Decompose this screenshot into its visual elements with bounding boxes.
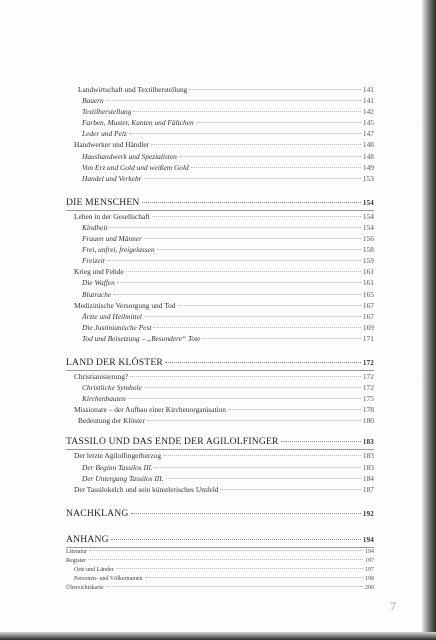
toc-entry-title: Handwerker und Händler: [74, 140, 150, 150]
toc-leader-dots: [142, 202, 361, 203]
toc-entry: [60, 139, 374, 150]
toc-entry: [60, 266, 374, 277]
toc-entry-title: DIE MENSCHEN: [66, 196, 140, 208]
toc-page-number: 197: [365, 557, 374, 564]
toc-page-number: 192: [362, 509, 374, 518]
toc-leader-dots: [131, 513, 361, 514]
toc-entry: [60, 462, 374, 473]
toc-page-number: 198: [365, 576, 374, 583]
toc-entry-title: Christianisierung?: [74, 371, 129, 381]
toc-page-number: 141: [362, 96, 374, 106]
toc-leader-dots: [165, 362, 361, 363]
toc-leader-dots: [129, 133, 361, 134]
toc-leader-dots: [144, 387, 361, 388]
toc-entry: [60, 371, 374, 382]
toc-entry: [60, 162, 374, 173]
toc-leader-dots: [117, 282, 361, 283]
toc-leader-dots: [196, 122, 361, 123]
toc-entry-title: Der Untergang Tassilos III.: [82, 473, 164, 483]
toc-entry-title: NACHKLANG: [66, 507, 129, 519]
toc-leader-dots: [163, 455, 361, 456]
toc-spacer: [60, 495, 374, 507]
toc-entry: [60, 106, 374, 117]
toc-entry: [60, 382, 374, 393]
toc-section-heading: [60, 507, 374, 521]
toc-page-number: 161: [362, 278, 374, 288]
toc-page-number: 194: [365, 548, 374, 555]
toc-entry: [60, 233, 374, 244]
toc-page-number: 154: [362, 198, 374, 207]
toc-page-number: 145: [362, 118, 374, 128]
toc-leader-dots: [106, 586, 363, 587]
toc-entry-title: LAND DER KLÖSTER: [66, 356, 164, 368]
toc-leader-dots: [144, 238, 361, 239]
toc-page-number: 148: [362, 140, 374, 150]
toc-entry-title: Register: [66, 557, 86, 564]
toc-entry-title: Christliche Symbole: [82, 383, 142, 393]
toc-page-number: 172: [362, 371, 374, 381]
toc-spacer: [60, 184, 374, 196]
toc-page-number: 169: [362, 322, 374, 332]
toc-entry-title: Frauen und Männer: [82, 234, 142, 244]
toc-entry-title: Bauern: [82, 96, 104, 106]
toc-entry: [60, 300, 374, 311]
toc-entry: [60, 95, 374, 106]
toc-entry-title: Missionare – der Aufbau einer Kirchenorganisation: [74, 405, 226, 415]
toc-entry: [60, 566, 374, 575]
toc-entry: [60, 484, 374, 495]
toc-entry-title: Bedeutung der Klöster: [78, 416, 145, 426]
toc-page-number: 165: [362, 289, 374, 299]
toc-leader-dots: [144, 316, 361, 317]
toc-entry: [60, 393, 374, 404]
toc-entry-title: Personen- und Völkernamen: [74, 576, 143, 583]
toc-entry-title: Ärzte und Heilmittel: [82, 311, 142, 321]
toc-leader-dots: [179, 156, 361, 157]
toc-page-number: 184: [362, 473, 374, 483]
table-of-contents: [60, 84, 374, 593]
toc-leader-dots: [128, 398, 361, 399]
toc-entry: [60, 255, 374, 266]
toc-entry-title: Orte und Länder: [74, 567, 114, 573]
toc-leader-dots: [228, 409, 361, 410]
toc-entry: [60, 322, 374, 333]
toc-page-number: 167: [362, 311, 374, 321]
toc-entry: [60, 575, 374, 584]
toc-entry-title: Von Erz und Gold und weißem Gold: [82, 162, 189, 172]
toc-page-number: 158: [362, 245, 374, 255]
toc-entry: [60, 404, 374, 415]
toc-entry-title: Die Justinianische Pest: [82, 322, 152, 332]
toc-leader-dots: [202, 338, 360, 339]
toc-page-number: 183: [362, 451, 374, 461]
toc-leader-dots: [107, 260, 361, 261]
toc-entry-title: TASSILO UND DAS ENDE DER AGILOLFINGER: [66, 436, 279, 448]
toc-entry: [60, 117, 374, 128]
toc-leader-dots: [178, 305, 361, 306]
toc-entry: [60, 289, 374, 300]
toc-entry-title: Kirchenbauten: [82, 394, 126, 404]
toc-leader-dots: [157, 249, 361, 250]
toc-entry: [60, 173, 374, 184]
toc-leader-dots: [166, 478, 361, 479]
page-number: 7: [390, 599, 396, 613]
toc-entry-title: Haushandwerk und Spezialisten: [82, 151, 177, 161]
toc-entry: [60, 311, 374, 322]
toc-leader-dots: [116, 568, 363, 569]
toc-page-number: 159: [362, 256, 374, 266]
toc-entry-title: Blutrache: [82, 289, 112, 299]
toc-entry-title: Medizinische Versorgung und Tod: [74, 300, 176, 310]
toc-entry-title: Tod und Beisetzung – „Besondere“ Tote: [82, 333, 201, 343]
toc-page-number: 154: [362, 211, 374, 221]
toc-page-number: 156: [362, 234, 374, 244]
toc-entry-title: Der letzte Agilolfingerherzog: [74, 451, 162, 461]
toc-leader-dots: [151, 144, 361, 145]
toc-page-number: 141: [362, 85, 374, 94]
toc-entry: [60, 84, 374, 95]
toc-leader-dots: [145, 577, 363, 578]
toc-leader-dots: [147, 420, 361, 421]
toc-entry: [60, 450, 374, 461]
toc-leader-dots: [155, 467, 361, 468]
toc-entry-title: Die Waffen: [82, 278, 115, 288]
toc-page-number: 147: [362, 129, 374, 139]
page-bottom-edge: [0, 632, 436, 640]
toc-leader-dots: [144, 178, 361, 179]
toc-spacer: [60, 426, 374, 435]
toc-entry: [60, 151, 374, 162]
toc-page-number: 153: [362, 173, 374, 183]
toc-page-number: 183: [362, 462, 374, 472]
toc-page-number: 172: [362, 358, 374, 367]
toc-leader-dots: [281, 441, 361, 442]
toc-page-number: 171: [362, 333, 374, 343]
toc-page-number: 167: [362, 300, 374, 310]
toc-entry: [60, 277, 374, 288]
toc-leader-dots: [113, 294, 361, 295]
toc-entry: [60, 548, 374, 557]
toc-entry: [60, 128, 374, 139]
toc-section-heading: [60, 356, 374, 370]
toc-leader-dots: [109, 227, 360, 228]
toc-leader-dots: [153, 327, 361, 328]
toc-leader-dots: [88, 559, 363, 560]
toc-entry-title: ANHANG: [66, 533, 109, 545]
toc-page-number: 197: [365, 567, 374, 573]
toc-spacer: [60, 521, 374, 533]
toc-entry-title: Krieg und Fehde: [74, 267, 124, 277]
toc-page-number: 154: [362, 222, 374, 232]
toc-leader-dots: [89, 550, 363, 551]
toc-entry: [60, 584, 374, 593]
toc-entry: [60, 222, 374, 233]
toc-section-heading: [60, 533, 374, 547]
toc-page-number: 187: [362, 484, 374, 494]
toc-entry: [60, 211, 374, 222]
toc-entry-title: Leben in der Gesellschaft: [74, 211, 150, 221]
toc-entry: [60, 333, 374, 344]
toc-section-heading: [60, 435, 374, 449]
page-edge-shadow: [422, 0, 436, 640]
toc-entry-title: Leder und Pelz: [82, 129, 127, 139]
toc-entry-title: Der Tassilokelch und sein künstlerisches Umfeld: [74, 484, 219, 494]
toc-leader-dots: [189, 89, 361, 90]
toc-entry: [60, 557, 374, 566]
toc-page-number: 148: [362, 151, 374, 161]
toc-page-number: 142: [362, 107, 374, 117]
toc-entry-title: Literatur: [66, 548, 87, 555]
toc-entry-title: Textilherstellung: [82, 107, 132, 117]
toc-entry-title: Kindheit: [82, 222, 108, 232]
toc-page-number: 149: [362, 162, 374, 172]
toc-page-number: 178: [362, 405, 374, 415]
toc-leader-dots: [191, 167, 361, 168]
toc-page-number: 175: [362, 394, 374, 404]
toc-leader-dots: [133, 111, 361, 112]
toc-page-number: 194: [362, 535, 374, 544]
toc-entry: [60, 473, 374, 484]
toc-entry-title: Frei, unfrei, freigelassen: [82, 245, 155, 255]
toc-page-number: 180: [362, 416, 374, 426]
toc-entry-title: Freizeit: [82, 256, 105, 266]
toc-entry-title: Der Beginn Tassilos III.: [82, 462, 153, 472]
toc-leader-dots: [106, 100, 361, 101]
toc-entry-title: Handel und Verkehr: [82, 173, 142, 183]
toc-page-number: 161: [362, 267, 374, 277]
toc-page-number: 200: [365, 585, 374, 592]
toc-page-number: 172: [362, 383, 374, 393]
toc-leader-dots: [130, 376, 361, 377]
toc-section-heading: [60, 196, 374, 210]
toc-entry-title: Landwirtschaft und Textilherstellung: [78, 85, 188, 94]
toc-entry-title: Farben, Muster, Kanten und Fältchen: [82, 118, 194, 128]
toc-leader-dots: [152, 216, 361, 217]
toc-leader-dots: [220, 489, 360, 490]
toc-page-number: 183: [362, 438, 374, 447]
toc-entry-title: Übersichtskarte: [66, 585, 104, 592]
toc-spacer: [60, 344, 374, 356]
toc-entry: [60, 244, 374, 255]
toc-leader-dots: [126, 271, 361, 272]
toc-leader-dots: [111, 539, 361, 540]
toc-entry: [60, 415, 374, 426]
